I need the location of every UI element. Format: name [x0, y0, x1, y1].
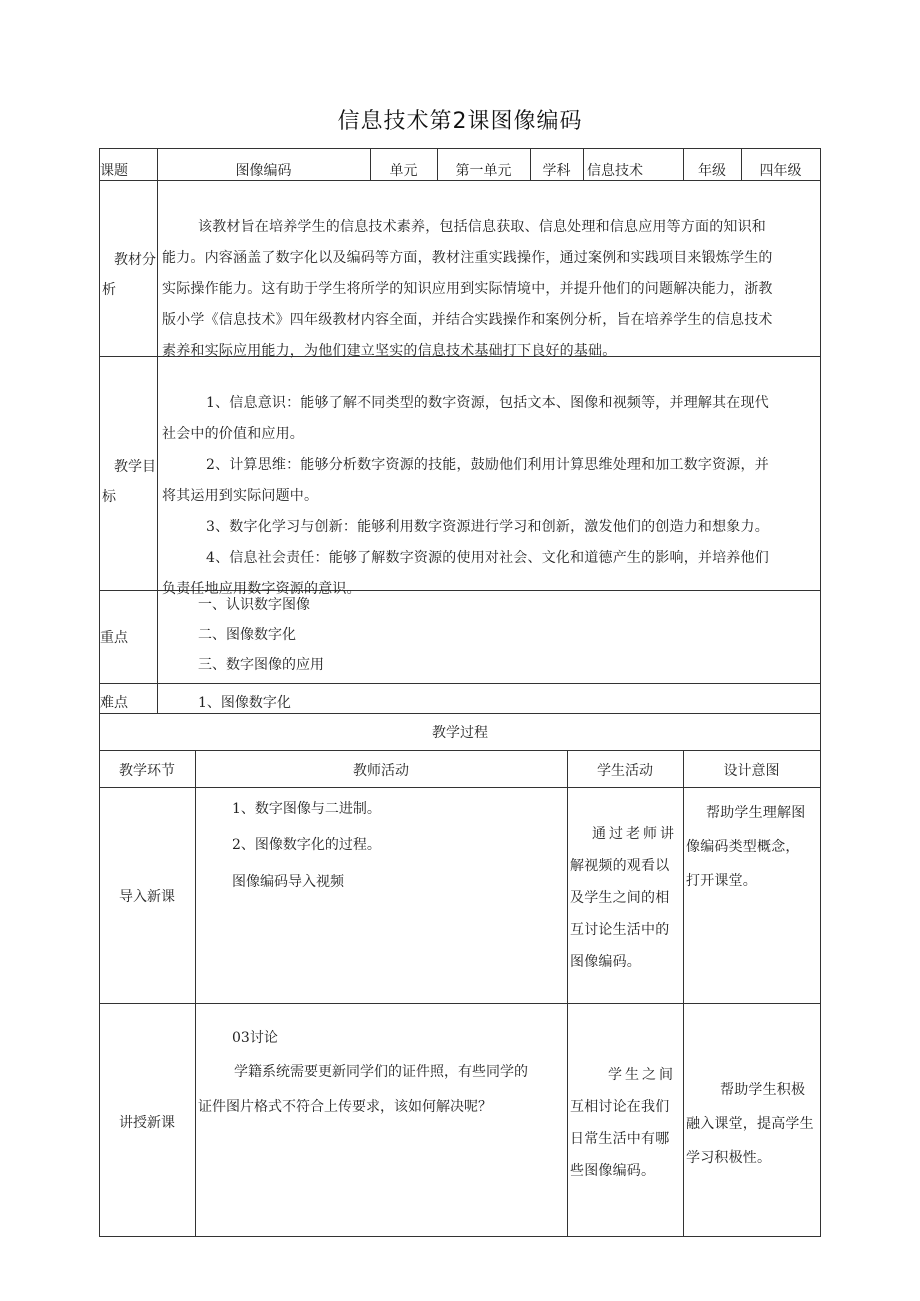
- discipline-label: 学科: [542, 163, 571, 179]
- page-title: 信息技术第2课图像编码: [337, 109, 583, 134]
- key-point-item: 一、认识数字图像: [198, 597, 310, 613]
- teacher-activity-line: 学籍系统需要更新同学们的证件照，有些同学的: [234, 1064, 528, 1080]
- analysis-line: 实际操作能力。这有助于学生将所学的知识应用到实际情境中，并提升他们的问题解决能力，浙教: [162, 281, 773, 297]
- table-rule-v: [683, 750, 684, 1236]
- design-intent-line: 帮助学生理解图: [706, 805, 806, 821]
- student-activity-line: 些图像编码。: [570, 1163, 656, 1179]
- discipline-value: 信息技术: [587, 163, 643, 179]
- design-intent-line: 学习积极性。: [686, 1150, 772, 1166]
- student-activity: [570, 818, 682, 978]
- analysis-line: 能力。内容涵盖了数字化以及编码等方面，教材注重实践操作，通过案例和实践项目来锻炼学生的: [162, 250, 773, 266]
- student-activity-line: 互相讨论在我们: [570, 1099, 670, 1115]
- student-activity-line: 日常生活中有哪: [570, 1131, 670, 1147]
- analysis-line: 版小学《信息技术》四年级教材内容全面，并结合实践操作和案例分析，旨在培养学生的信息技术: [162, 312, 773, 328]
- grade-label: 年级: [698, 163, 726, 179]
- table-border-bottom: [99, 1236, 821, 1237]
- process-title: 教学过程: [432, 725, 488, 741]
- teacher-activity-line: 证件图片格式不符合上传要求，该如何解决呢？: [198, 1099, 492, 1115]
- goal-line: 将其运用到实际问题中。: [162, 488, 319, 504]
- difficulty-label: 难点: [100, 695, 128, 711]
- table-rule: [99, 787, 821, 788]
- design-intent-line: 打开课堂。: [686, 873, 757, 889]
- goal-line: 3、数字化学习与创新：能够利用数字资源进行学习和创新，激发他们的创造力和想象力。: [206, 519, 769, 535]
- goal-line: 1、信息意识：能够了解不同类型的数字资源，包括文本、图像和视频等，并理解其在现代: [206, 395, 769, 411]
- goals-text: [162, 388, 817, 605]
- table-border-top: [99, 148, 821, 149]
- analysis-line: 素养和实际应用能力，为他们建立坚实的信息技术基础打下良好的基础。: [162, 343, 617, 359]
- student-activity-line: 及学生之间的相: [570, 890, 670, 906]
- table-rule-v: [583, 148, 584, 180]
- goal-line: 社会中的价值和应用。: [162, 426, 304, 442]
- table-rule: [99, 180, 821, 181]
- design-intent: [686, 1073, 819, 1175]
- student-activity: [570, 1059, 682, 1187]
- goal-line: 2、计算思维：能够分析数字资源的技能，鼓励他们利用计算思维处理和加工数字资源，并: [206, 457, 769, 473]
- student-activity-line: 互讨论生活中的: [570, 922, 670, 938]
- teacher-activity-line: 图像编码导入视频: [232, 874, 344, 890]
- analysis-line: 该教材旨在培养学生的信息技术素养，包括信息获取、信息处理和信息应用等方面的知识和: [198, 219, 766, 235]
- goal-line: 负责任地应用数字资源的意识。: [162, 581, 361, 597]
- difficulty-value: 1、图像数字化: [198, 695, 291, 711]
- design-intent: [686, 796, 819, 898]
- grade-value: 四年级: [759, 163, 802, 179]
- subject-value: 图像编码: [235, 163, 292, 179]
- table-rule: [99, 1003, 821, 1004]
- table-rule: [99, 750, 821, 751]
- design-intent-line: 融入课堂，提高学生: [686, 1116, 814, 1132]
- column-header-stage: 教学环节: [119, 763, 175, 779]
- stage-cell: 讲授新课: [119, 1115, 175, 1131]
- table-rule: [99, 683, 821, 684]
- subject-label: 课题: [100, 163, 128, 179]
- table-rule-v: [157, 180, 158, 713]
- goals-label: 教学目 标: [102, 459, 156, 505]
- column-header-teacher: 教师活动: [353, 763, 409, 779]
- student-activity-line: 解视频的观看以: [570, 858, 670, 874]
- teacher-activity-line: 2、图像数字化的过程。: [232, 837, 381, 853]
- table-rule-v: [567, 750, 568, 1236]
- student-activity-line: 图像编码。: [570, 954, 641, 970]
- analysis-label: 教材分 析: [102, 252, 156, 298]
- design-intent-line: 帮助学生积极: [720, 1082, 806, 1098]
- table-rule: [99, 713, 821, 714]
- key-point-item: 三、数字图像的应用: [198, 657, 324, 673]
- stage-cell: 导入新课: [119, 889, 175, 905]
- column-header-intent: 设计意图: [723, 763, 780, 779]
- unit-label: 单元: [389, 163, 418, 179]
- design-intent-line: 像编码类型概念，: [686, 839, 800, 855]
- analysis-text: [162, 212, 817, 367]
- student-activity-line: 学生之间: [608, 1067, 676, 1083]
- unit-value: 第一单元: [455, 163, 512, 179]
- table-border-right: [820, 148, 821, 1236]
- goal-line: 4、信息社会责任：能够了解数字资源的使用对社会、文化和道德产生的影响，并培养他们: [206, 550, 769, 566]
- teacher-activity-line: 1、数字图像与二进制。: [232, 801, 381, 817]
- key-point-item: 二、图像数字化: [198, 627, 296, 643]
- column-header-student: 学生活动: [597, 763, 653, 779]
- student-activity-line: 通过老师讲: [592, 826, 677, 842]
- teacher-activity-line: 03讨论: [232, 1030, 278, 1046]
- key-points-label: 重点: [100, 630, 128, 646]
- table-rule-v: [195, 750, 196, 1236]
